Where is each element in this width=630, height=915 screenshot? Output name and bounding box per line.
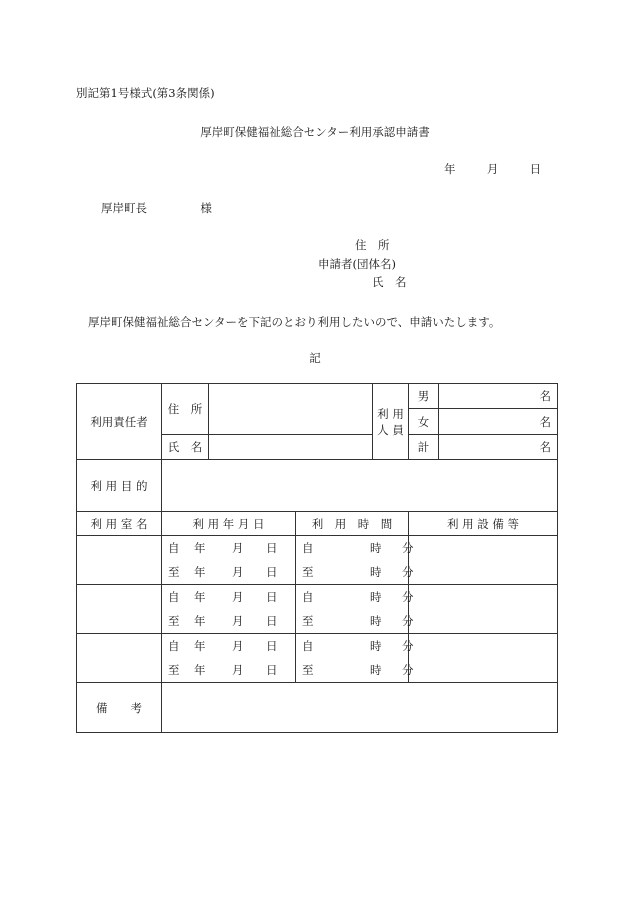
addressee-honorific: 様 [200,201,212,215]
date-range-cell[interactable]: 自 年 月 日 至 年 月 日 [162,536,296,585]
application-statement: 厚岸町保健福祉総合センターを下記のとおり利用したいので、申請いたします。 [88,315,501,329]
addressee [101,200,212,216]
time-range-cell[interactable]: 自 時 分 至 時 分 [296,634,409,683]
addressee-name: 厚岸町長 [101,201,147,215]
time-range-cell[interactable]: 自 時 分 至 時 分 [296,536,409,585]
date-range-cell[interactable]: 自 年 月 日 至 年 月 日 [162,634,296,683]
ki-heading: 記 [309,351,321,365]
name-field[interactable] [209,435,373,460]
users-count-label: 利 用 人 員 [373,384,409,460]
female-label: 女 [409,409,439,435]
room-header: 利 用 室 名 [77,512,162,536]
total-label: 計 [409,435,439,460]
address-label: 住 所 [162,384,209,435]
equipment-field[interactable] [409,634,558,683]
date-year: 年 [444,162,456,176]
equipment-header: 利 用 設 備 等 [409,512,558,536]
room-field[interactable] [77,536,162,585]
room-field[interactable] [77,585,162,634]
time-header: 利 用 時 間 [296,512,409,536]
name-label: 氏 名 [162,435,209,460]
document-title: 厚岸町保健福祉総合センター利用承認申請書 [200,125,430,139]
male-label: 男 [409,384,439,409]
usage-row [77,536,558,585]
male-count-field[interactable]: 名 [439,384,558,409]
usage-row [77,634,558,683]
applicant-address-label: 住 所 [355,238,390,252]
purpose-field[interactable] [162,460,558,512]
form-reference: 別記第1号様式(第3条関係) [76,86,215,100]
application-table [76,383,558,733]
date-range-cell[interactable]: 自 年 月 日 至 年 月 日 [162,585,296,634]
remarks-label: 備 考 [77,683,162,733]
remarks-field[interactable] [162,683,558,733]
applicant-name-label: 氏 名 [372,275,407,289]
equipment-field[interactable] [409,585,558,634]
responsible-person-label: 利用責任者 [77,384,162,460]
equipment-field[interactable] [409,536,558,585]
date-month: 月 [486,162,499,176]
address-field[interactable] [209,384,373,435]
time-range-cell[interactable]: 自 時 分 至 時 分 [296,585,409,634]
date-line [444,161,541,177]
room-field[interactable] [77,634,162,683]
date-header: 利 用 年 月 日 [162,512,296,536]
total-count-field[interactable]: 名 [439,435,558,460]
date-day: 日 [529,162,542,176]
female-count-field[interactable]: 名 [439,409,558,435]
usage-row [77,585,558,634]
purpose-label: 利 用 目 的 [77,460,162,512]
applicant-label: 申請者(団体名) [318,257,396,271]
